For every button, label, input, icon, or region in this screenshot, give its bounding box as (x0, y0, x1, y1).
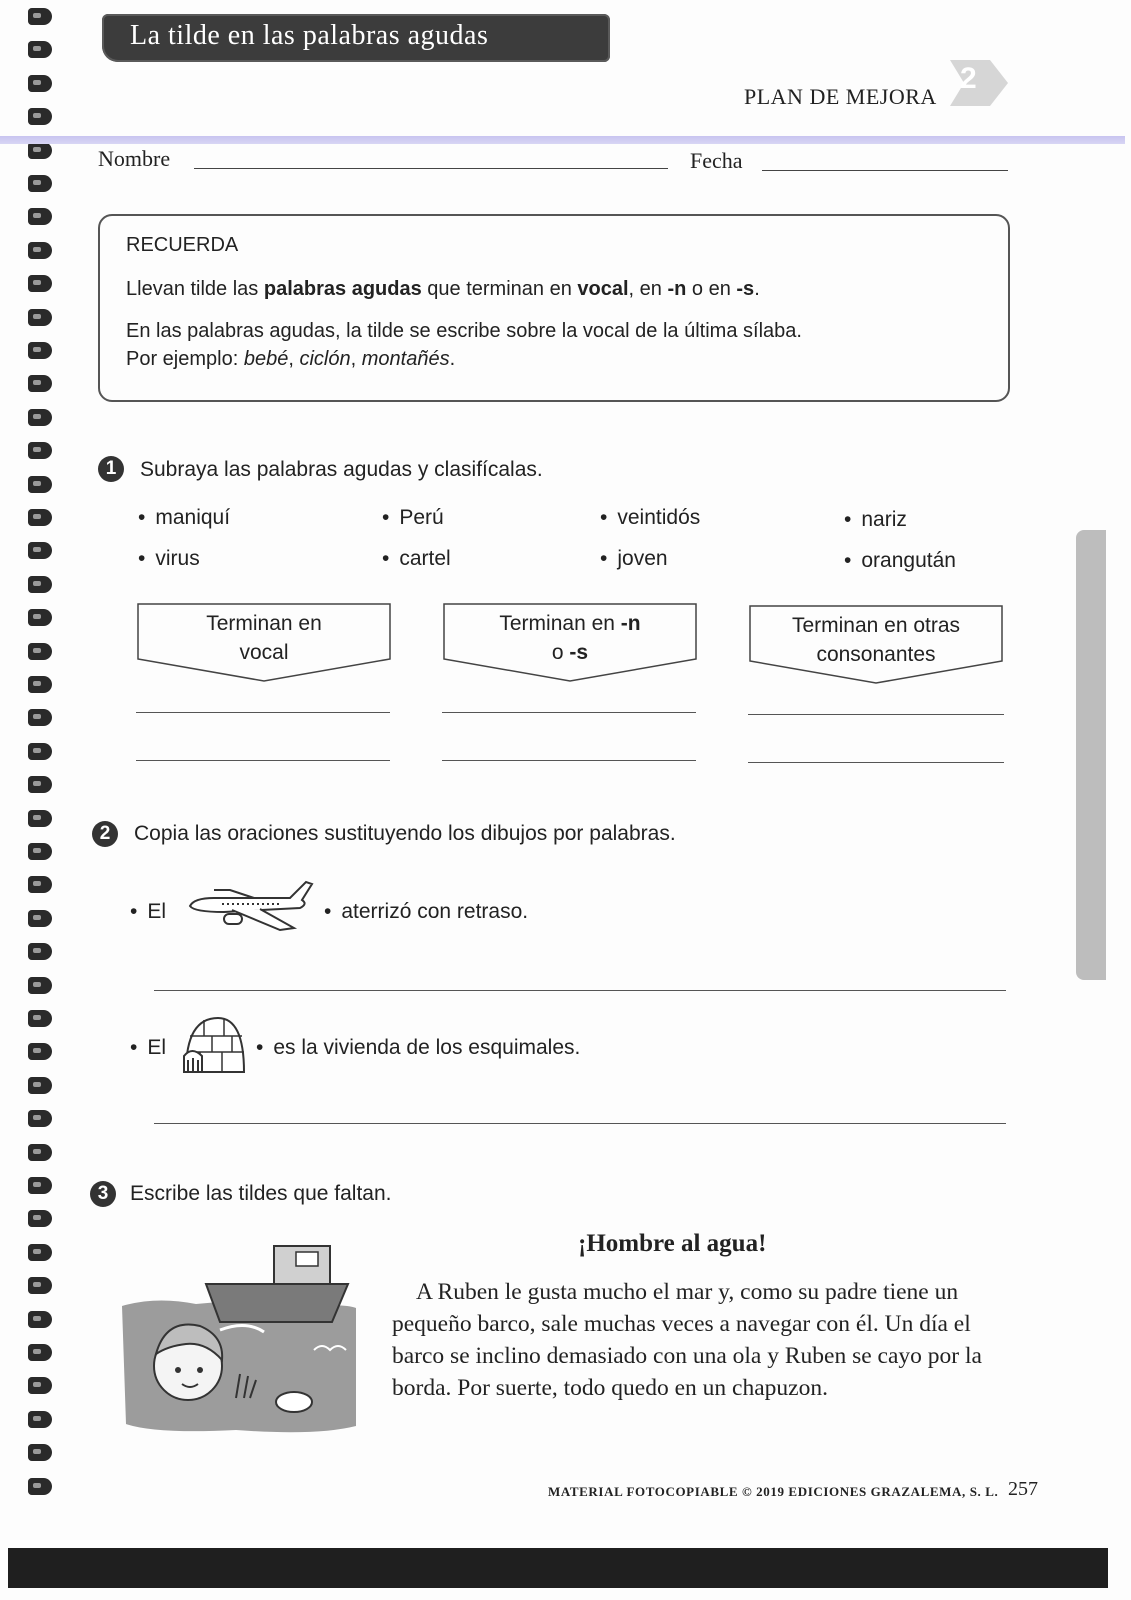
spiral-ring (28, 1077, 52, 1094)
recuerda-rule-1: Llevan tilde las palabras agudas que terminan en vocal, en -n o en -s. (126, 278, 760, 300)
name-field[interactable] (194, 168, 668, 169)
recuerda-rule-2: En las palabras agudas, la tilde se escribe sobre la vocal de la última sílaba. (126, 320, 802, 342)
answer-line[interactable] (136, 760, 390, 761)
recuerda-example: Por ejemplo: bebé, ciclón, montañés. (126, 348, 456, 370)
spiral-ring (28, 1244, 52, 1261)
sentence-1-answer-line[interactable] (154, 990, 1006, 991)
spiral-ring (28, 1043, 52, 1060)
spiral-ring (28, 342, 52, 359)
bottom-scan-bar (8, 1548, 1108, 1588)
spiral-ring (28, 275, 52, 292)
spiral-ring (28, 175, 52, 192)
answer-line[interactable] (442, 712, 696, 713)
spiral-ring (28, 1010, 52, 1027)
spiral-ring (28, 810, 52, 827)
spiral-ring (28, 576, 52, 593)
page-number: 257 (1008, 1478, 1038, 1500)
word-item[interactable]: • cartel (382, 547, 451, 571)
spiral-binding (24, 8, 60, 1548)
spiral-ring (28, 910, 52, 927)
spiral-ring (28, 709, 52, 726)
spiral-ring (28, 1210, 52, 1227)
word-item[interactable]: • joven (600, 547, 668, 571)
sentence-2-start: • El (130, 1036, 166, 1060)
spiral-ring (28, 1144, 52, 1161)
spiral-ring (28, 977, 52, 994)
word-item[interactable]: • virus (138, 547, 200, 571)
answer-line[interactable] (136, 712, 390, 713)
category-vowel: Terminan en vocal (137, 603, 391, 685)
spiral-ring (28, 1444, 52, 1461)
spiral-ring (28, 1377, 52, 1394)
title-banner (102, 14, 610, 62)
spiral-ring (28, 208, 52, 225)
header-divider (0, 136, 1125, 144)
spiral-ring (28, 242, 52, 259)
page-title: La tilde en las palabras agudas (130, 20, 489, 51)
plan-label: PLAN DE MEJORA (744, 84, 937, 109)
spiral-ring (28, 8, 52, 25)
spiral-ring (28, 1110, 52, 1127)
spiral-ring (28, 1177, 52, 1194)
spiral-ring (28, 542, 52, 559)
spiral-ring (28, 776, 52, 793)
unit-badge (950, 58, 1008, 108)
sentence-2-answer-line[interactable] (154, 1123, 1006, 1124)
word-item[interactable]: • maniquí (138, 506, 230, 530)
recuerda-box (98, 214, 1010, 402)
name-label: Nombre (98, 146, 171, 171)
igloo-icon (182, 1014, 248, 1079)
answer-line[interactable] (442, 760, 696, 761)
date-label: Fecha (690, 148, 743, 173)
side-tab (1076, 530, 1106, 980)
unit-number: 2 (960, 62, 977, 95)
sentence-2-end: • es la vivienda de los esquimales. (256, 1036, 580, 1060)
word-item[interactable]: • Perú (382, 506, 444, 530)
spiral-ring (28, 1411, 52, 1428)
spiral-ring (28, 1344, 52, 1361)
spiral-ring (28, 643, 52, 660)
word-item[interactable]: • nariz (844, 508, 907, 532)
spiral-ring (28, 609, 52, 626)
exercise-3-number: 3 (90, 1181, 116, 1207)
category-other-consonants: Terminan en otras consonantes (749, 605, 1003, 687)
spiral-ring (28, 876, 52, 893)
exercise-2-number: 2 (92, 821, 118, 847)
spiral-ring (28, 409, 52, 426)
exercise-3-instruction: Escribe las tildes que faltan. (130, 1182, 392, 1205)
spiral-ring (28, 142, 52, 159)
spiral-ring (28, 75, 52, 92)
spiral-ring (28, 309, 52, 326)
spiral-ring (28, 442, 52, 459)
spiral-ring (28, 1311, 52, 1328)
spiral-ring (28, 1277, 52, 1294)
spiral-ring (28, 476, 52, 493)
word-item[interactable]: • veintidós (600, 506, 700, 530)
exercise-1-number: 1 (98, 456, 124, 482)
date-field[interactable] (762, 170, 1008, 171)
spiral-ring (28, 41, 52, 58)
spiral-ring (28, 743, 52, 760)
story-text: A Ruben le gusta mucho el mar y, como su padre tiene un pequeño barco, sale muchas veces a navegar con él. Un día el barco se inclino demasiado con una ola y Ruben se cayo por la borda. Por suerte, todo quedo en un chapuzon. (392, 1279, 982, 1401)
boy-in-sea-illustration (116, 1226, 366, 1441)
sentence-1-end: • aterrizó con retraso. (324, 900, 528, 924)
copyright-footer: MATERIAL FOTOCOPIABLE © 2019 EDICIONES GRAZALEMA, S. L. (548, 1484, 999, 1499)
sentence-1-start: • El (130, 900, 166, 924)
exercise-2-instruction: Copia las oraciones sustituyendo los dibujos por palabras. (134, 822, 676, 845)
story-title: ¡Hombre al agua! (578, 1230, 767, 1257)
spiral-ring (28, 676, 52, 693)
spiral-ring (28, 943, 52, 960)
answer-line[interactable] (748, 762, 1004, 763)
airplane-icon (184, 878, 316, 943)
exercise-1-instruction: Subraya las palabras agudas y clasifícalas. (140, 458, 543, 481)
answer-line[interactable] (748, 714, 1004, 715)
spiral-ring (28, 1478, 52, 1495)
spiral-ring (28, 375, 52, 392)
spiral-ring (28, 108, 52, 125)
spiral-ring (28, 843, 52, 860)
word-item[interactable]: • orangután (844, 549, 956, 573)
category-n-s: Terminan en -n o -s (443, 603, 697, 685)
recuerda-heading: RECUERDA (126, 234, 239, 256)
spiral-ring (28, 509, 52, 526)
